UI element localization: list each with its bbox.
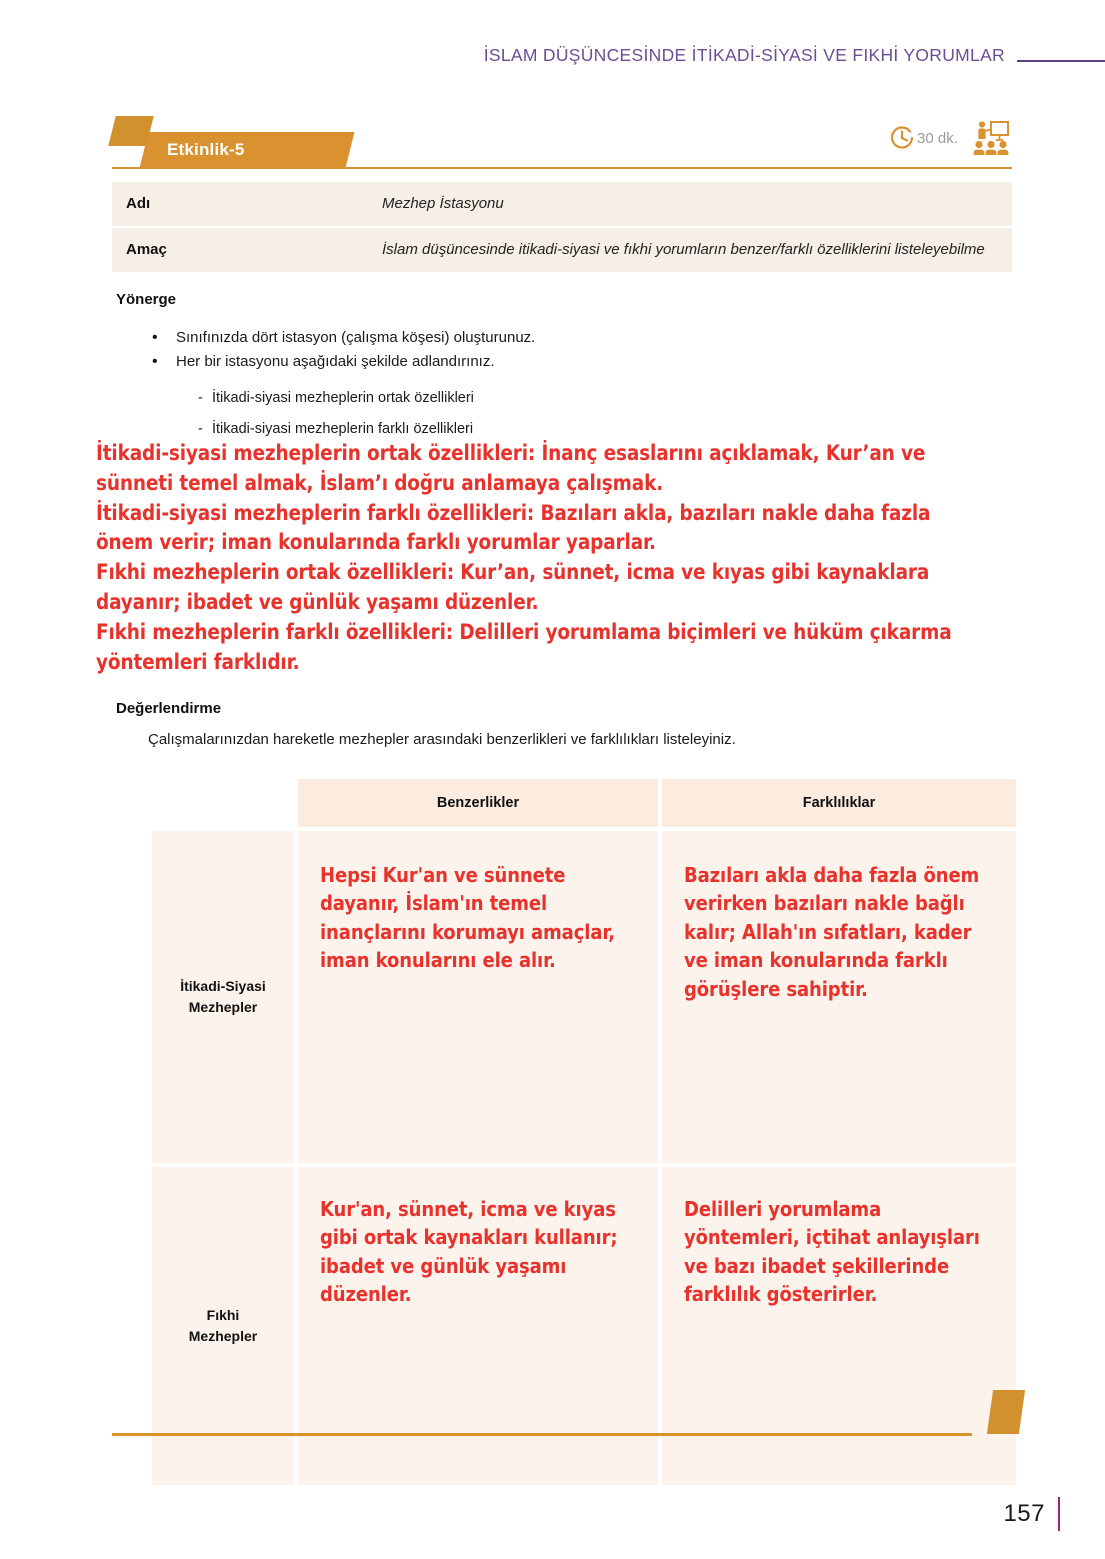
- list-item: - İtikadi-siyasi mezheplerin farklı özellikleri: [198, 414, 958, 445]
- answer-line: dayanır; ibadet ve günlük yaşamı düzenler.: [96, 589, 539, 615]
- eval-cell-farkliliklar-2: [662, 1167, 1016, 1485]
- list-item: • Sınıfınızda dört istasyon (çalışma köşesi) oluşturunuz.: [148, 326, 968, 350]
- activity-banner: [112, 116, 1012, 168]
- running-head-rule: [1017, 60, 1105, 62]
- degerlendirme-heading: Değerlendirme: [116, 700, 222, 717]
- eval-answer-text: Delilleri yorumlama yöntemleri, içtihat anlayışları ve bazı ibadet şekillerinde farklılık gösterirler.: [684, 1197, 980, 1307]
- eval-header-farkliliklar: Farklılıklar: [662, 779, 1016, 827]
- eval-row-label-line1: Fıkhi: [206, 1307, 240, 1323]
- yonerge-sub-list: [198, 383, 958, 445]
- answer-line: Fıkhi mezheplerin ortak özellikleri: Kur’an, sünnet, icma ve kıyas gibi kaynaklara: [96, 560, 930, 586]
- page-number-divider: [1058, 1497, 1060, 1531]
- eval-cell-farkliliklar-1: [662, 831, 1016, 1163]
- info-value-amac: İslam düşüncesinde itikadi-siyasi ve fıkhi yorumların benzer/farklı özelliklerini listeleyebilme: [368, 227, 1012, 273]
- table-row: [112, 227, 1012, 273]
- page-number: 157: [1003, 1500, 1045, 1527]
- answer-line: Fıkhi mezheplerin farklı özellikleri: Delilleri yorumlama biçimleri ve hüküm çıkarma: [96, 619, 952, 645]
- eval-answer-text: Bazıları akla daha fazla önem verirken bazıları nakle bağlı kalır; Allah'ın sıfatları, kader ve iman konularında farklı görüşlere sahiptir.: [684, 863, 980, 1001]
- eval-cell-benzerlikler-2: [298, 1167, 658, 1485]
- answer-line: İtikadi-siyasi mezheplerin ortak özellikleri: İnanç esaslarını açıklamak, Kur’an ve: [96, 441, 926, 466]
- eval-row-label-fikhi: [152, 1167, 294, 1485]
- duration-group: [888, 124, 958, 152]
- eval-cell-benzerlikler-1: [298, 831, 658, 1163]
- table-row: [112, 182, 1012, 227]
- yonerge-bullet-list: [148, 326, 968, 375]
- info-value-adi: Mezhep İstasyonu: [368, 182, 1012, 227]
- page-running-head: [0, 38, 1105, 72]
- table-header-row: [152, 779, 1016, 827]
- info-key-adi: Adı: [112, 182, 368, 227]
- answer-line: İtikadi-siyasi mezheplerin farklı özellikleri: Bazıları akla, bazıları nakle daha fazla: [96, 500, 931, 526]
- footer-corner-tab: [987, 1390, 1025, 1434]
- activity-info-table: [112, 182, 1012, 274]
- eval-header-benzerlikler: Benzerlikler: [298, 779, 658, 827]
- eval-row-label-line2: Mezhepler: [188, 1328, 258, 1344]
- activity-meta-icons: [888, 120, 1010, 156]
- eval-answer-text: Hepsi Kur'an ve sünnete dayanır, İslam'ın temel inançlarını korumayı amaçlar, iman konularını ele alır.: [320, 863, 615, 973]
- table-row: [152, 831, 1016, 1163]
- answer-line: sünneti temel almak, İslam’ı doğru anlamaya çalışmak.: [96, 470, 664, 496]
- info-key-amac: Amaç: [112, 227, 368, 273]
- duration-label: 30 dk.: [917, 129, 958, 147]
- eval-row-label-line1: İtikadi-Siyasi: [180, 978, 266, 994]
- table-row: [152, 1167, 1016, 1485]
- degerlendirme-intro: Çalışmalarınızdan hareketle mezhepler arasındaki benzerlikleri ve farklılıkları listeleyiniz.: [148, 731, 736, 748]
- eval-row-label-itikadi-siyasi: [152, 831, 294, 1163]
- yonerge-heading: Yönerge: [116, 291, 177, 308]
- clock-icon: [888, 124, 916, 152]
- answer-line: yöntemleri farklıdır.: [96, 649, 300, 675]
- classroom-group-icon: [972, 120, 1010, 156]
- eval-header-blank: [152, 779, 294, 827]
- eval-row-label-line2: Mezhepler: [188, 999, 258, 1015]
- eval-answer-text: Kur'an, sünnet, icma ve kıyas gibi ortak kaynakları kullanır; ibadet ve günlük yaşamı düzenler.: [320, 1197, 618, 1307]
- page-number-group: [0, 1497, 1060, 1531]
- student-answer-block: [96, 440, 1020, 678]
- evaluation-table: [148, 775, 1020, 1489]
- running-head-title: İSLAM DÜŞÜNCESİNDE İTİKADİ-SİYASİ VE FIKHİ YORUMLAR: [483, 44, 1005, 65]
- answer-line: önem verir; iman konularında farklı yorumlar yaparlar.: [96, 530, 656, 556]
- footer-rule: [112, 1433, 972, 1436]
- banner-underline: [112, 167, 1012, 169]
- list-item: • Her bir istasyonu aşağıdaki şekilde adlandırınız.: [148, 350, 968, 374]
- list-item: - İtikadi-siyasi mezheplerin ortak özellikleri: [198, 383, 958, 414]
- activity-title: Etkinlik-5: [167, 140, 245, 159]
